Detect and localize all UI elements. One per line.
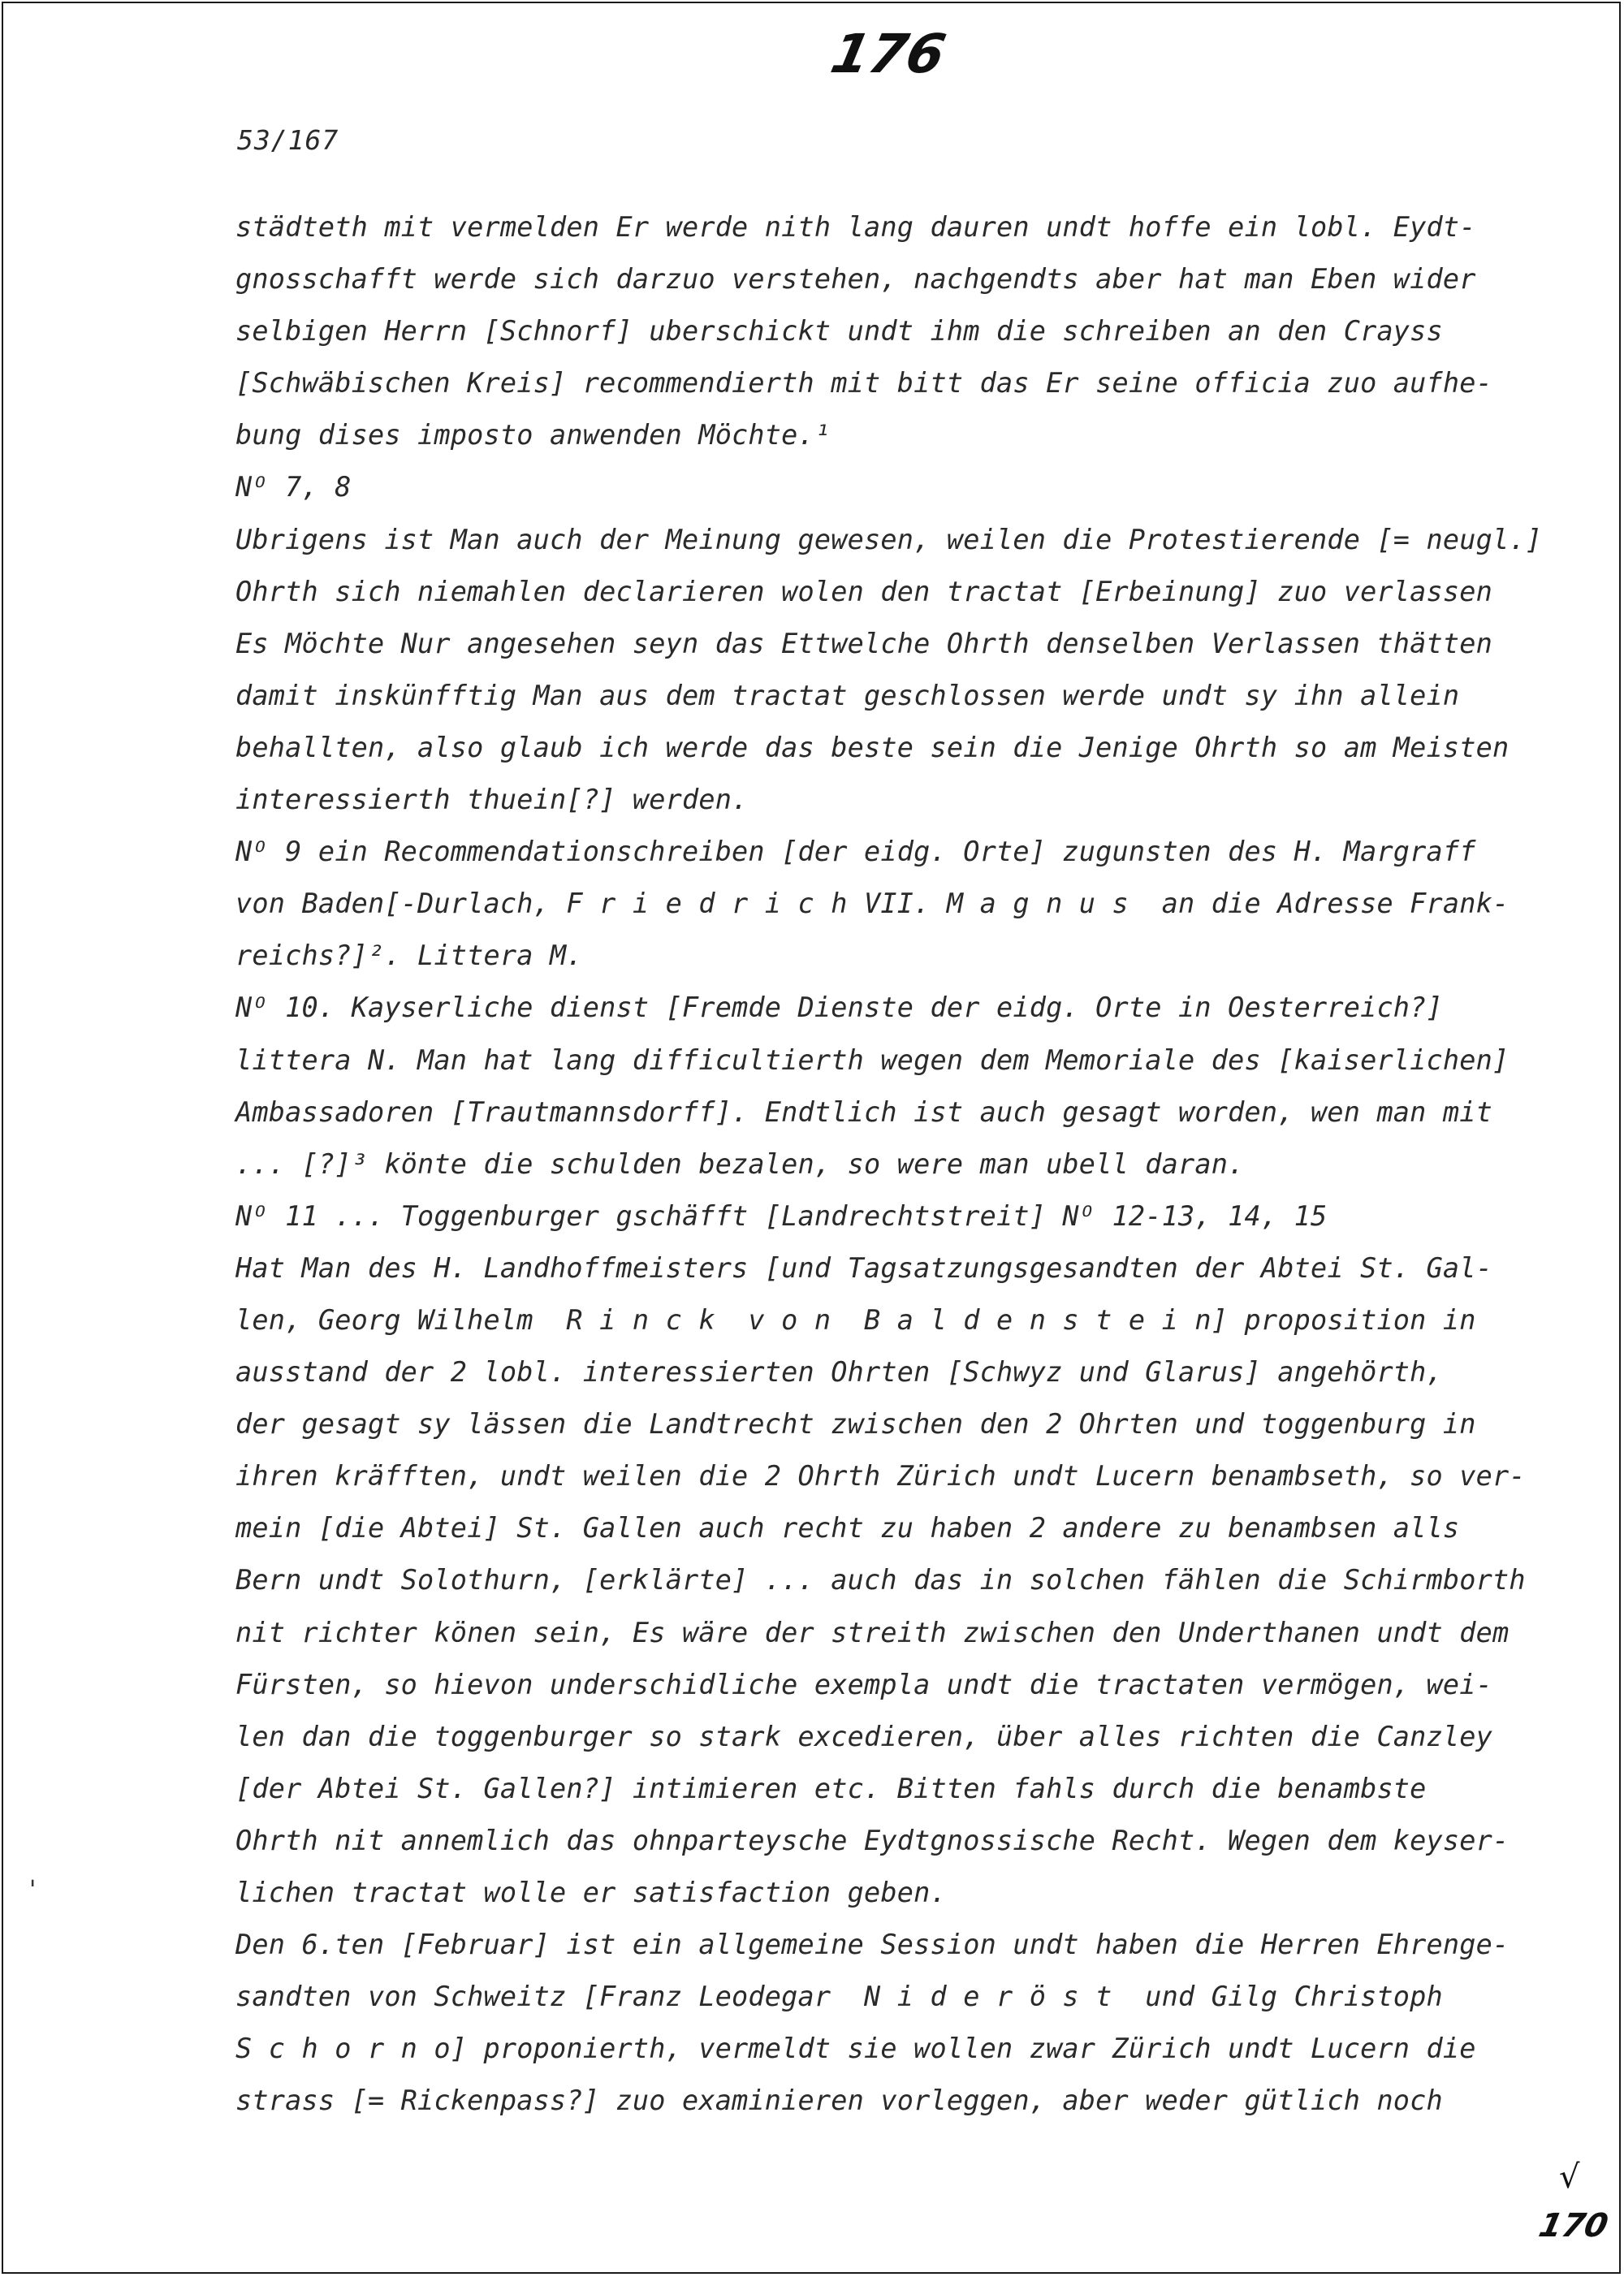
text-line: len, Georg Wilhelm R i n c k v o n B a l d e n s t e i n] proposition in	[235, 1303, 1476, 1336]
text-line: S c h o r n o] proponierth, vermeldt sie wollen zwar Zürich undt Lucern die	[235, 2033, 1476, 2065]
document-reference: 53/167	[237, 124, 339, 156]
check-mark-icon: √	[1559, 2158, 1580, 2196]
text-line: len dan die toggenburger so stark excedieren, über alles richten die Canzley	[235, 1720, 1493, 1752]
text-line: Bern undt Solothurn, [erklärte] ... auch das in solchen fählen die Schirmborth	[235, 1564, 1526, 1596]
text-line: Nᴼ 11 ... Toggenburger gschäfft [Landrechtstreit] Nᴼ 12-13, 14, 15	[235, 1199, 1328, 1232]
text-line: Es Möchte Nur angesehen seyn das Ettwelche Ohrth denselben Verlassen thätten	[235, 627, 1493, 659]
text-line: ihren kräfften, undt weilen die 2 Ohrth Zürich undt Lucern benambseth, so ver-	[235, 1460, 1526, 1493]
margin-mark: '	[29, 1876, 37, 1904]
text-line: sandten von Schweitz [Franz Leodegar N i d e r ö s t und Gilg Christoph	[235, 1981, 1443, 2013]
folio-number-top: 176	[825, 23, 951, 85]
text-line: Nᴼ 10. Kayserliche dienst [Fremde Dienste der eidg. Orte in Oesterreich?]	[235, 992, 1443, 1024]
text-line: ... [?]³ könte die schulden bezalen, so were man ubell daran.	[235, 1147, 1245, 1180]
text-line: [Schwäbischen Kreis] recommendierth mit bitt das Er seine officia zuo aufhe-	[235, 367, 1493, 400]
text-line: [der Abtei St. Gallen?] intimieren etc. Bitten fahls durch die benambste	[235, 1772, 1427, 1804]
text-line: der gesagt sy lässen die Landtrecht zwischen den 2 Ohrten und toggenburg in	[235, 1408, 1476, 1441]
text-line: Ubrigens ist Man auch der Meinung gewesen, weilen die Protestierende [= neugl.]	[235, 523, 1543, 555]
typescript-body	[235, 201, 1543, 2127]
text-line: behallten, also glaub ich werde das beste sein die Jenige Ohrth so am Meisten	[235, 731, 1510, 763]
text-line: Hat Man des H. Landhoffmeisters [und Tagsatzungsgesandten der Abtei St. Gal-	[235, 1251, 1493, 1284]
text-line: selbigen Herrn [Schnorf] uberschickt undt ihm die schreiben an den Crayss	[235, 315, 1443, 348]
text-line: gnosschafft werde sich darzuo verstehen, nachgendts aber hat man Eben wider	[235, 263, 1476, 296]
text-line: Nᴼ 9 ein Recommendationschreiben [der eidg. Orte] zugunsten des H. Margraff	[235, 836, 1476, 868]
text-line: Ohrth sich niemahlen declarieren wolen den tractat [Erbeinung] zuo verlassen	[235, 575, 1493, 607]
text-line: lichen tractat wolle er satisfaction geben.	[235, 1877, 947, 1908]
text-line: Den 6.ten [Februar] ist ein allgemeine Session undt haben die Herren Ehrenge-	[235, 1929, 1510, 1961]
text-line: städteth mit vermelden Er werde nith lang dauren undt hoffe ein lobl. Eydt-	[235, 211, 1476, 243]
text-line: ausstand der 2 lobl. interessierten Ohrten [Schwyz und Glarus] angehörth,	[235, 1356, 1443, 1389]
text-line: reichs?]². Littera M.	[235, 940, 583, 972]
text-line: Ohrth nit annemlich das ohnparteysche Eydtgnossische Recht. Wegen dem keyser-	[235, 1824, 1510, 1856]
text-line: strass [= Rickenpass?] zuo examinieren vorleggen, aber weder gütlich noch	[235, 2085, 1443, 2117]
text-line: mein [die Abtei] St. Gallen auch recht zu haben 2 andere zu benambsen alls	[235, 1512, 1460, 1545]
text-line: littera N. Man hat lang difficultierth wegen dem Memoriale des [kaiserlichen]	[235, 1043, 1510, 1076]
text-line: bung dises imposto anwenden Möchte.¹	[235, 419, 831, 452]
text-line: von Baden[-Durlach, F r i e d r i c h VII. M a g n u s an die Adresse Frank-	[235, 888, 1510, 920]
text-line: nit richter könen sein, Es wäre der streith zwischen den Underthanen undt dem	[235, 1616, 1510, 1648]
text-line: Nᴼ 7, 8	[235, 471, 352, 503]
text-line: Ambassadoren [Trautmannsdorff]. Endtlich ist auch gesagt worden, wen man mit	[235, 1095, 1493, 1128]
folio-number-bottom: 170	[1535, 2207, 1612, 2245]
text-line: interessierth thuein[?] werden.	[235, 784, 749, 816]
text-line: damit inskünfftig Man aus dem tractat geschlossen werde undt sy ihn allein	[235, 679, 1460, 711]
text-line: Fürsten, so hievon underschidliche exempla undt die tractaten vermögen, wei-	[235, 1668, 1493, 1700]
